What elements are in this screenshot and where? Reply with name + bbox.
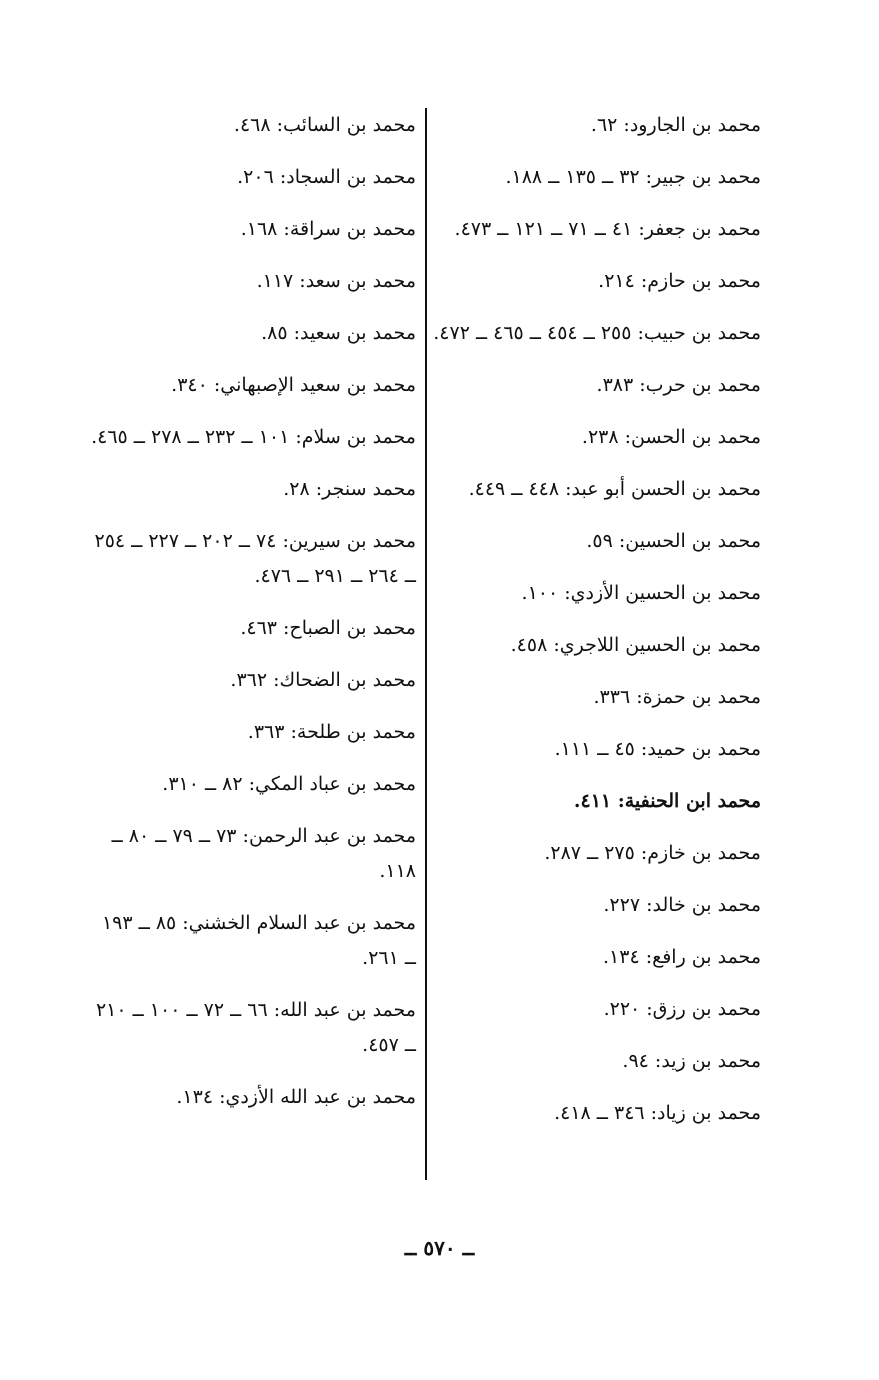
index-entry: محمد بن زياد: ٣٤٦ ــ ٤١٨. [554, 1102, 761, 1124]
index-entry: محمد بن حميد: ٤٥ ــ ١١١. [554, 738, 761, 760]
index-entry: محمد بن الحسين اللاجري: ٤٥٨. [510, 634, 761, 656]
index-entry: محمد بن جبير: ٣٢ ــ ١٣٥ ــ ١٨٨. [505, 166, 761, 188]
index-entry: محمد ابن الحنفية: ٤١١. [573, 790, 761, 812]
column-divider [425, 108, 427, 1180]
index-entry: محمد بن سلام: ١٠١ ــ ٢٣٢ ــ ٢٧٨ ــ ٤٦٥. [91, 426, 416, 448]
index-entry: محمد بن الحسن أبو عبد: ٤٤٨ ــ ٤٤٩. [468, 478, 761, 500]
index-entry: محمد بن السجاد: ٢٠٦. [237, 166, 416, 188]
index-entry: محمد بن عبد الله: ٦٦ ــ ٧٢ ــ ١٠٠ ــ ٢١٠ ــ ٤٥٧. [95, 999, 416, 1056]
index-entry: محمد بن السائب: ٤٦٨. [233, 114, 416, 136]
index-entry: محمد بن سعيد: ٨٥. [261, 322, 416, 344]
index-column-left [86, 108, 416, 1132]
index-entry: محمد بن زيد: ٩٤. [622, 1050, 761, 1072]
index-entry: محمد بن سعيد الإصبهاني: ٣٤٠. [171, 374, 416, 396]
index-entry: محمد بن رافع: ١٣٤. [603, 946, 761, 968]
index-entry: محمد بن عبد السلام الخشني: ٨٥ ــ ١٩٣ ــ ٢٦١. [101, 912, 416, 969]
page-number: ــ ٥٧٠ ــ [404, 1236, 475, 1260]
index-entry: محمد بن عباد المكي: ٨٢ ــ ٣١٠. [162, 773, 416, 795]
index-entry: محمد بن الحسين: ٥٩. [586, 530, 761, 552]
index-entry: محمد بن رزق: ٢٢٠. [603, 998, 761, 1020]
index-entry: محمد بن خازم: ٢٧٥ ــ ٢٨٧. [544, 842, 761, 864]
index-entry: محمد بن عبد الله الأزدي: ١٣٤. [176, 1086, 416, 1108]
index-entry: محمد بن الجارود: ٦٢. [590, 114, 761, 136]
index-entry: محمد بن الضحاك: ٣٦٢. [230, 669, 416, 691]
index-entry: محمد بن عبد الرحمن: ٧٣ ــ ٧٩ ــ ٨٠ ــ ١١٨. [111, 825, 416, 882]
index-entry: محمد بن سيرين: ٧٤ ــ ٢٠٢ ــ ٢٢٧ ــ ٢٥٤ ــ ٢٦٤ ــ ٢٩١ ــ ٤٧٦. [94, 530, 416, 587]
index-entry: محمد بن حبيب: ٢٥٥ ــ ٤٥٤ ــ ٤٦٥ ــ ٤٧٢. [433, 322, 761, 344]
index-column-right [431, 108, 761, 1148]
index-entry: محمد بن جعفر: ٤١ ــ ٧١ ــ ١٢١ ــ ٤٧٣. [454, 218, 761, 240]
index-entry: محمد بن الصباح: ٤٦٣. [240, 617, 416, 639]
index-entry: محمد بن الحسين الأزدي: ١٠٠. [521, 582, 761, 604]
index-entry: محمد بن حرب: ٣٨٣. [596, 374, 761, 396]
index-entry: محمد بن حمزة: ٣٣٦. [593, 686, 761, 708]
index-entry: محمد بن سراقة: ١٦٨. [240, 218, 416, 240]
index-entry: محمد بن خالد: ٢٢٧. [603, 894, 761, 916]
index-entry: محمد بن سعد: ١١٧. [256, 270, 416, 292]
index-entry: محمد بن الحسن: ٢٣٨. [581, 426, 761, 448]
index-entry: محمد بن طلحة: ٣٦٣. [247, 721, 416, 743]
index-entry: محمد بن حازم: ٢١٤. [598, 270, 761, 292]
index-entry: محمد سنجر: ٢٨. [283, 478, 416, 500]
